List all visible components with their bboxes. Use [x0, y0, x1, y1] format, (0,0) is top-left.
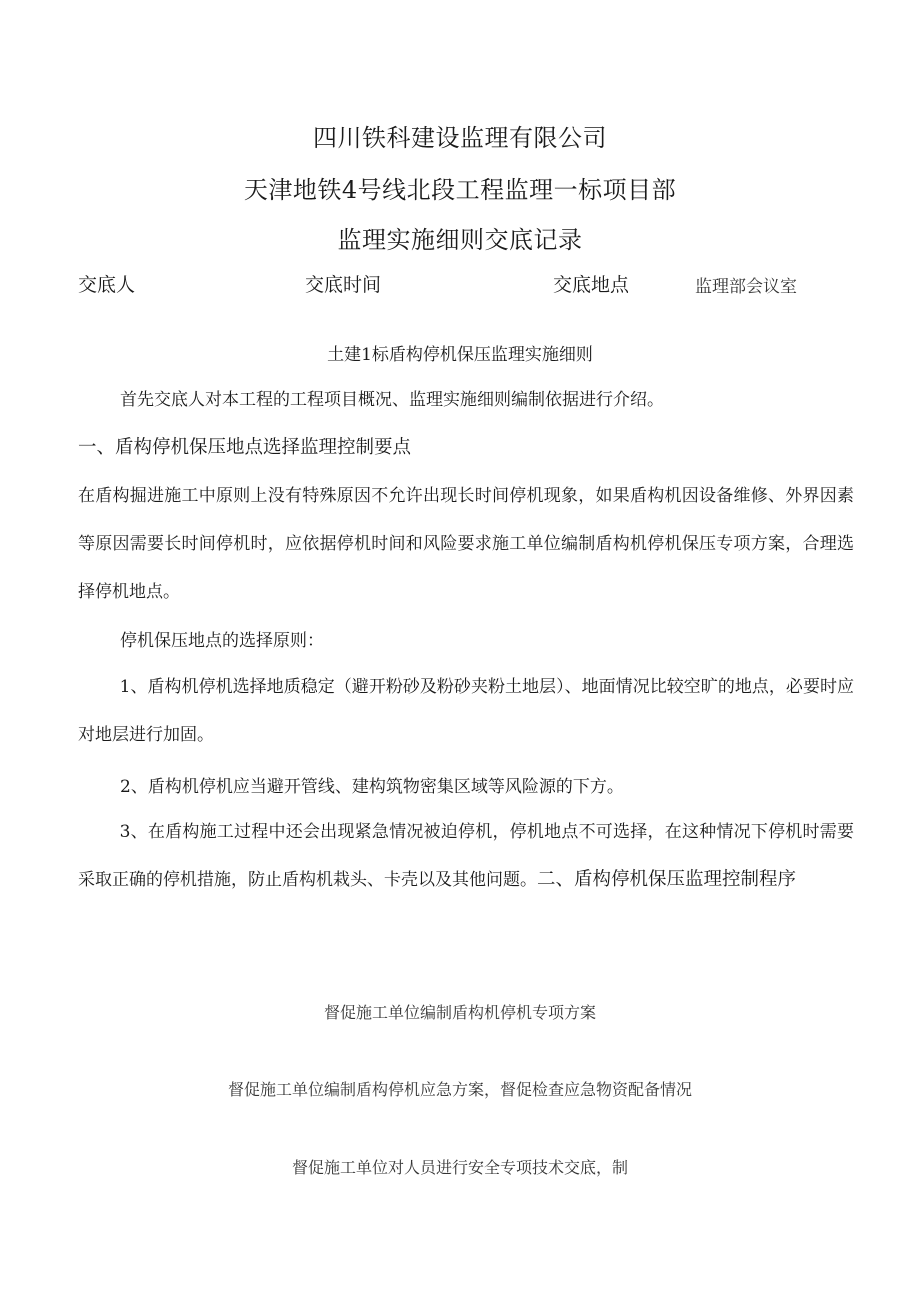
flow-step-1: 督促施工单位编制盾构机停机专项方案 [323, 1003, 596, 1022]
project-title: 天津地铁4号线北段工程监理一标项目部 [243, 176, 677, 204]
principle-1-paragraph [78, 663, 854, 759]
location-label: 交底地点 [553, 274, 630, 296]
intro-paragraph: 首先交底人对本工程的工程项目概况、监理实施细则编制依据进行介绍。 [120, 390, 664, 410]
record-title: 监理实施细则交底记录 [337, 226, 583, 254]
principle-3-text: 3、在盾构施工过程中还会出现紧急情况被迫停机，停机地点不可选择，在这种情况下停机时需要采取正确的停机措施，防止盾构机栽头、卡壳以及其他问题。 [78, 822, 854, 890]
company-title: 四川铁科建设监理有限公司 [313, 124, 607, 152]
principle-3-paragraph [78, 808, 854, 904]
principles-label: 停机保压地点的选择原则： [120, 631, 324, 651]
section1-heading: 一、盾构停机保压地点选择监理控制要点 [78, 437, 412, 458]
principle-1-text: 1、盾构机停机选择地质稳定（避开粉砂及粉砂夹粉土地层）、地面情况比较空旷的地点，必要时应对地层进行加固。 [78, 677, 854, 745]
flow-step-2: 督促施工单位编制盾构停机应急方案，督促检查应急物资配备情况 [227, 1080, 692, 1099]
section1-text: 在盾构掘进施工中原则上没有特殊原因不允许出现长时间停机现象，如果盾构机因设备维修、外界因素等原因需要长时间停机时，应依据停机时间和风险要求施工单位编制盾构机停机保压专项方案，合理选择停机地点。 [78, 486, 854, 602]
meta-row [0, 270, 920, 300]
flow-step-3: 督促施工单位对人员进行安全专项技术交底，制 [291, 1158, 628, 1177]
principle-2-text: 2、盾构机停机应当避开管线、建构筑物密集区域等风险源的下方。 [120, 777, 624, 797]
section1-paragraph [78, 472, 854, 616]
time-label: 交底时间 [305, 274, 382, 296]
rule-title: 土建1标盾构停机保压监理实施细则 [327, 345, 593, 365]
presenter-label: 交底人 [78, 274, 136, 296]
location-value: 监理部会议室 [695, 277, 797, 297]
section2-heading: 二、盾构停机保压监理控制程序 [537, 869, 797, 890]
